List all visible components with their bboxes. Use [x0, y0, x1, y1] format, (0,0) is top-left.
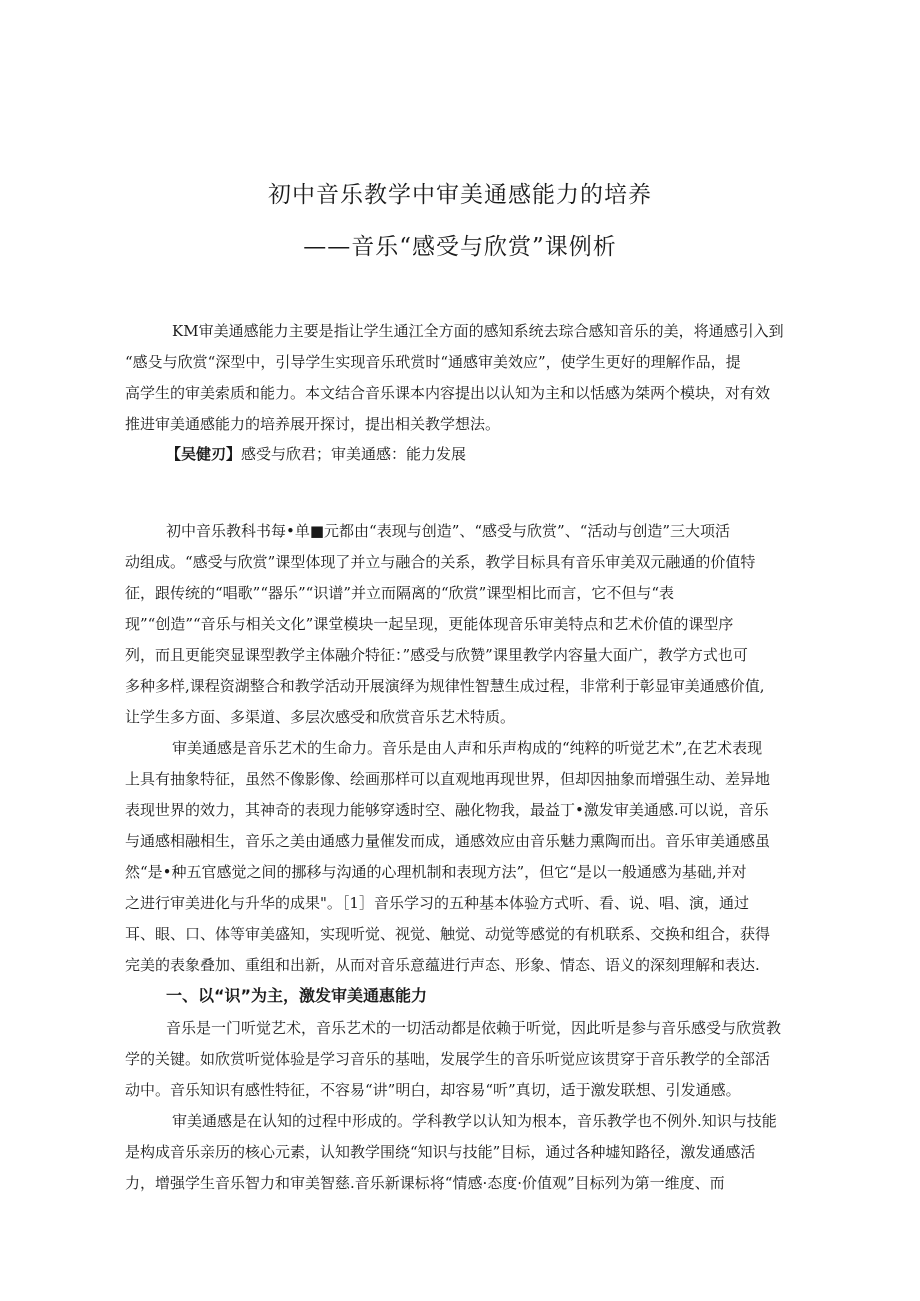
section-line: 音乐是一门听觉艺术，音乐艺术的一切活动都是依赖于听觉，因此听是参与音乐感受与欣赏教: [166, 1019, 782, 1037]
abstract-line: KM审美通感能力主要是指让学生通江全方面的感知系统去琮合感知音乐的美，将通感引入到: [172, 322, 784, 340]
abstract-line: 推进审美通感能力的培养展开探讨，提出相关教学想法。: [125, 415, 501, 433]
section-line: 学的关键。如欣赏听觉体验是学习音乐的基咄，发展学生的音乐听觉应该贯穿于音乐教学的全部活: [125, 1050, 771, 1068]
abstract-line: “感殳与欣赏“深型中，引导学生实现音乐玳赏时“通感审美效应”，使学生更好的理解作品，提: [125, 353, 741, 371]
body-line: 让学生多方面、多渠道、多层次感受和欣赏音乐艺术特质。: [125, 708, 516, 726]
body-line: 多种多样,课程资湖整合和教学活动开展演绎为规律性智慧生成过程，非常利于彰显审美通感价值,: [125, 677, 765, 695]
body-line: 耳、眼、口、体等审美盛知，实现听觉、视觉、触觉、动觉等感觉的有机联系、交换和组合，获得: [125, 925, 771, 943]
section-line: 动中。音乐知识有感性特征，不容易“讲”明白，却容易“听”真切，适于激发联想、引发通感。: [125, 1081, 741, 1099]
section-line: 审美通感是在认知的过程中形成的。学科教学以认知为根本，音乐教学也不例外.知识与技能: [172, 1112, 777, 1130]
body-line: 上具有抽象特征，虽然不像影像、绘画那样可以直观地再现世界，但却因抽象而增强生动、差异地: [125, 770, 771, 788]
body-line: 征，跟传统的“唱歌”“器乐”“识谱”并立而隔离的“欣赏”课型相比而言，它不但与“表: [125, 584, 675, 602]
body-line: 与通感相融相生，音乐之美由通感力量催发而成，通感效应由音乐魅力熏陶而出。音乐审美通感虽: [125, 832, 771, 850]
body-line: 然“是•种五官感觉之间的挪移与沟通的心理机制和表现方法”，但它“是以一般通感为基础,并对: [125, 863, 747, 881]
body-line: 表现世界的效力，其神奇的表现力能够穿透时空、融化物我，最益丁•激发审美通感.可以说，音乐: [125, 801, 769, 819]
body-line: 之进行审美进化与升华的成果"。［1］音乐学习的五种基本体验方式听、看、说、唱、演，通过: [125, 894, 749, 912]
abstract-line: 高学生的审美索质和能力。本文结合音乐课本内容提出以认知为主和以恬感为桀两个模块，对有效: [125, 384, 771, 402]
section-heading: 一、以“识”为主，激发审美通惠能力: [166, 986, 428, 1005]
body-line: 现”“创造”“音乐与相关文化”课堂模块一起呈现，更能体现音乐审美特点和艺术价值的课型序: [125, 615, 734, 633]
body-line: 完美的表象叠加、重组和出新，从而对音乐意蕴进行声态、形象、情态、语义的深刻理解和表达.: [125, 956, 760, 974]
body-line: 列，而且更能突显课型教学主体融介特征：”感受与欣赞”课里教学内容量大面广，教学方式也可: [125, 646, 748, 664]
section-line: 是构成音乐亲历的核心元素，认知教学围绕“知识与技能”目标，通过各种墟知路径，激发通感活: [125, 1143, 756, 1161]
page-subtitle: ——音乐“感受与欣赏”课例析: [303, 234, 617, 260]
page-title: 初中音乐教学中审美通感能力的培养: [268, 182, 652, 208]
keywords-text: 感受与欣君；审美通感：能力发展: [241, 445, 467, 463]
keywords-label: 【吴健刃】: [166, 445, 242, 463]
keywords: [166, 444, 466, 464]
body-line: 初中音乐教科书每•单■元都由“表现与创造”、“感受与欣赏”、“活动与创造”三大项活: [166, 522, 731, 540]
body-line: 动组成。“感受与欣赏”课型体现了并立与融合的关系，教学目标具有音乐审美双元融通的价值特: [125, 553, 756, 571]
section-line: 力，增强学生音乐智力和审美智慈.音乐新课标将“情感·态度·价值观”目标列为第一维度、而: [125, 1174, 725, 1192]
body-line: 审美通感是音乐艺术的生命力。音乐是由人声和乐声构成的“纯粹的听觉艺术”,在艺术表现: [172, 739, 763, 757]
